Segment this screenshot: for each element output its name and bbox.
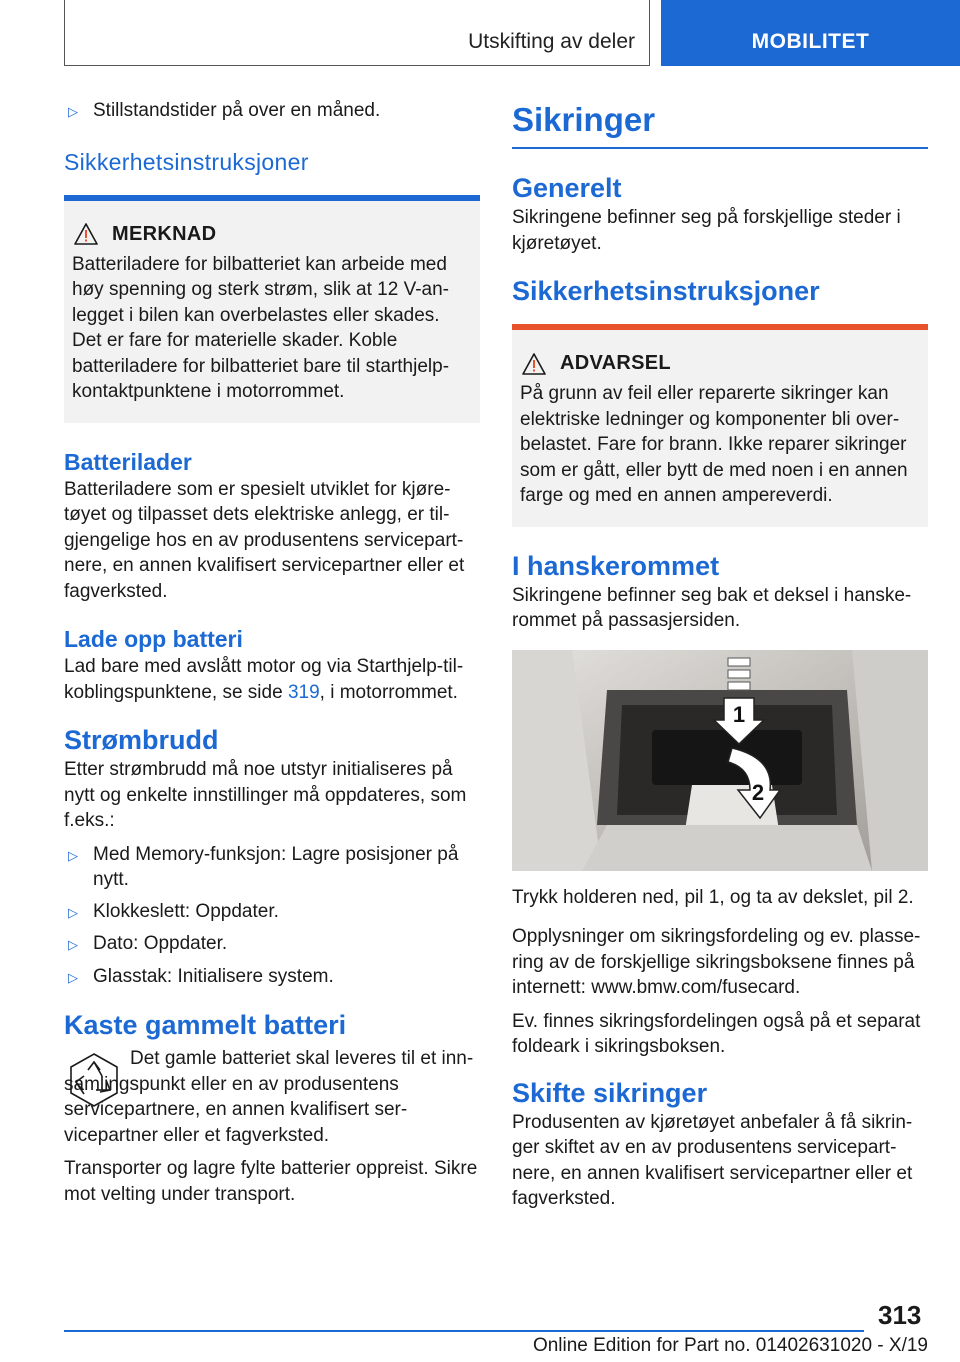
paragraph: Lad bare med avslått motor og via Starthjelp-tilkoblingspunktene, se side 319, i motorrommet.	[64, 656, 464, 703]
section-heading: Strømbrudd	[64, 725, 219, 755]
left-column	[64, 96, 480, 1207]
right-column	[512, 96, 928, 1212]
footer-rule	[64, 1330, 864, 1332]
section-heading: Batterilader	[64, 448, 192, 475]
page-link[interactable]: 319	[287, 681, 320, 703]
recycle-icon	[64, 1050, 124, 1110]
section-heading: I hanskerommet	[512, 550, 720, 581]
paragraph: Transporter og lagre fylte batterier oppreist. Sikre mot velting under transport.	[64, 1158, 478, 1205]
list-item: ▷ Stillstandstider på over en måned.	[64, 98, 480, 125]
paragraph: Produsenten av kjøretøyet anbefaler å få sikringer skiftet av en av produsentens servicepartnere, en annen kvalifisert servicepartner eller et fagverksted.	[512, 1111, 913, 1209]
section-heading: Lade opp batteri	[64, 626, 243, 652]
arrow-label-2: 2	[751, 779, 765, 805]
section-heading: Sikkerhetsinstruksjoner	[512, 276, 820, 306]
title-rule	[512, 147, 928, 149]
section-heading: Generelt	[512, 173, 622, 203]
section-heading: Skifte sikringer	[512, 1077, 708, 1108]
paragraph: Ev. finnes sikringsfordelingen også på et separat foldeark i sikringsboksen.	[512, 1010, 921, 1057]
warning-text: På grunn av feil eller reparerte sikringer kan elektriske ledninger og komponenter bli overbelastet. Fare for brann. Ikke reparer sikringer som er gått, eller bytt de med noen i en annen farge og med en annen ampereverdi.	[520, 383, 908, 506]
notice-text: Batteriladere for bilbatteriet kan arbeide med høy spenning og sterk strøm, slik at 12 V-anlegget i bilen kan overbelastes eller skades. Det er fare for materielle skader. Koble batteriladere for bilbatteriet bare til starthjelp-kontaktpunktene i motorrommet.	[72, 253, 450, 402]
triangle-bullet-icon: ▷	[68, 937, 78, 952]
bullet-list	[64, 842, 480, 991]
page-number: 313	[878, 1300, 922, 1330]
glovebox-illustration	[512, 650, 928, 871]
image-caption: Trykk holderen ned, pil 1, og ta av dekslet, pil 2.	[512, 886, 914, 908]
paragraph: Opplysninger om sikringsfordeling og ev. plassering av de forskjellige sikringsboksene finnes på internett: www.bmw.com/fusecard.	[512, 926, 921, 998]
arrow-label-1: 1	[732, 701, 746, 727]
paragraph: Sikringene befinner seg bak et deksel i hanskerommet på passasjersiden.	[512, 584, 912, 631]
warning-triangle-icon	[522, 353, 546, 375]
paragraph: Batteriladere som er spesielt utviklet for kjøretøyet og tilpasset dets elektriske anlegg, er tilgjengelige hos en av produsentens servicepartnere, en annen kvalifisert servicepartner eller et fagverksted.	[64, 478, 465, 602]
notice-box	[64, 195, 480, 423]
notice-title: MERKNAD	[112, 222, 217, 245]
header-section-title: Utskifting av deler	[468, 30, 635, 53]
warning-title: ADVARSEL	[560, 352, 671, 374]
glovebox-fuse-photo	[512, 650, 928, 871]
triangle-bullet-icon: ▷	[68, 904, 78, 920]
list-item: ▷ Med Memory-funksjon: Lagre posisjoner på nytt.	[64, 842, 480, 893]
list-item: ▷ Glasstak: Initialisere system.	[64, 964, 480, 991]
list-item: ▷ Klokkeslett: Oppdater.	[64, 899, 480, 926]
section-heading: Kaste gammelt batteri	[64, 1010, 347, 1040]
paragraph: Det gamle batteriet skal leveres til et innsamlingspunkt eller en av produsentens servicepartnere, en annen kvalifisert servicepartner eller et fagverksted.	[64, 1048, 474, 1146]
triangle-bullet-icon: ▷	[68, 969, 78, 985]
section-heading: Sikkerhetsinstruksjoner	[64, 148, 309, 175]
header-chapter-tab	[661, 0, 960, 66]
paragraph: Sikringene befinner seg på forskjellige steder i kjøretøyet.	[512, 207, 901, 254]
header-chapter-title: MOBILITET	[751, 30, 870, 53]
triangle-bullet-icon: ▷	[68, 847, 78, 863]
notice-bar	[64, 195, 480, 201]
list-item: ▷ Dato: Oppdater.	[64, 931, 480, 958]
triangle-bullet-icon: ▷	[68, 104, 78, 119]
page-title: Sikringer	[512, 101, 656, 138]
paragraph: Etter strømbrudd må noe utstyr initialiseres på nytt og enkelte innstillinger må oppdateres, som f.eks.:	[64, 759, 467, 831]
warning-box	[512, 324, 928, 527]
warning-bar	[512, 324, 928, 330]
header-section-tab	[64, 0, 650, 66]
warning-triangle-icon	[74, 223, 98, 245]
footer-edition: Online Edition for Part no. 01402631020 - X/19	[532, 1335, 928, 1356]
